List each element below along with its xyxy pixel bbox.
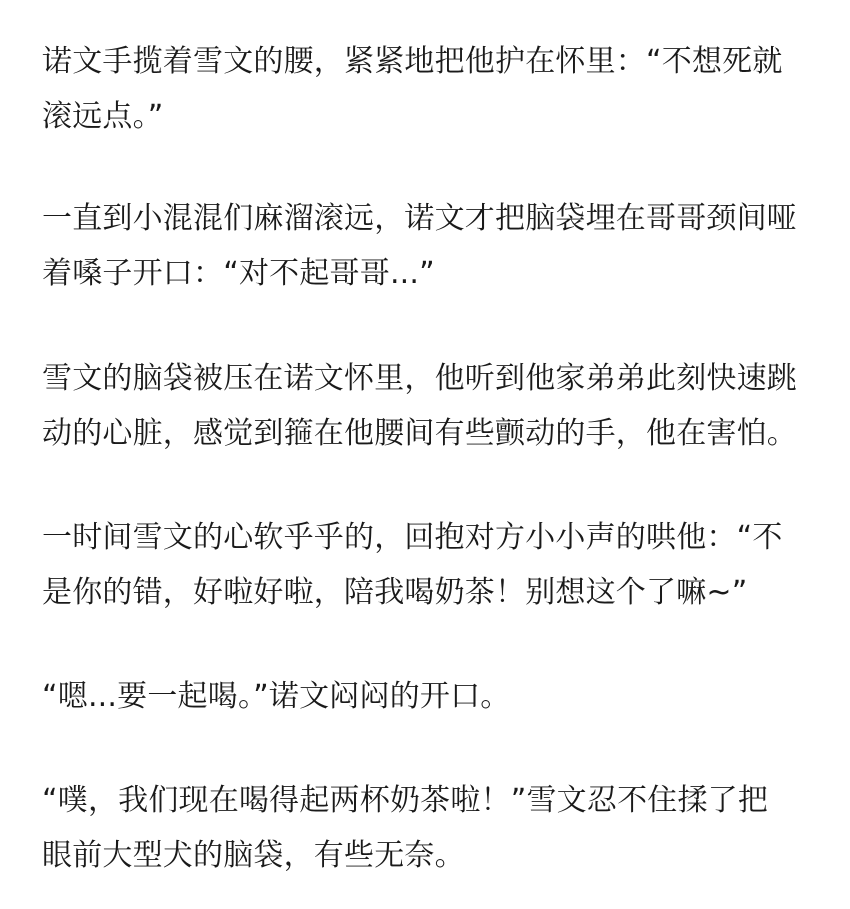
paragraph-line: 眼前大型犬的脑袋，有些无奈。 [42,838,465,873]
paragraph-1 [42,34,822,144]
paragraph-line: 是你的错，好啦好啦，陪我喝奶茶！别想这个了嘛~” [42,575,748,610]
paragraph-2 [42,191,822,301]
paragraph-line: 着嗓子开口：“对不起哥哥...” [42,256,435,291]
paragraph-3 [42,351,822,461]
paragraph-4 [42,510,822,620]
paragraph-5 [42,669,822,724]
paragraph-line: 雪文的脑袋被压在诺文怀里，他听到他家弟弟此刻快速跳 [42,361,797,396]
paragraph-line: 一直到小混混们麻溜滚远，诺文才把脑袋埋在哥哥颈间哑 [42,201,797,236]
paragraph-line: “噗，我们现在喝得起两杯奶茶啦！”雪文忍不住揉了把 [42,783,769,818]
paragraph-line: “嗯...要一起喝。”诺文闷闷的开口。 [42,679,511,714]
paragraph-line: 一时间雪文的心软乎乎的，回抱对方小小声的哄他：“不 [42,520,783,555]
paragraph-line: 动的心脏，感觉到箍在他腰间有些颤动的手，他在害怕。 [42,416,797,451]
paragraph-line: 滚远点。” [42,99,164,134]
paragraph-line: 诺文手揽着雪文的腰，紧紧地把他护在怀里：“不想死就 [42,44,783,79]
paragraph-6 [42,773,822,883]
